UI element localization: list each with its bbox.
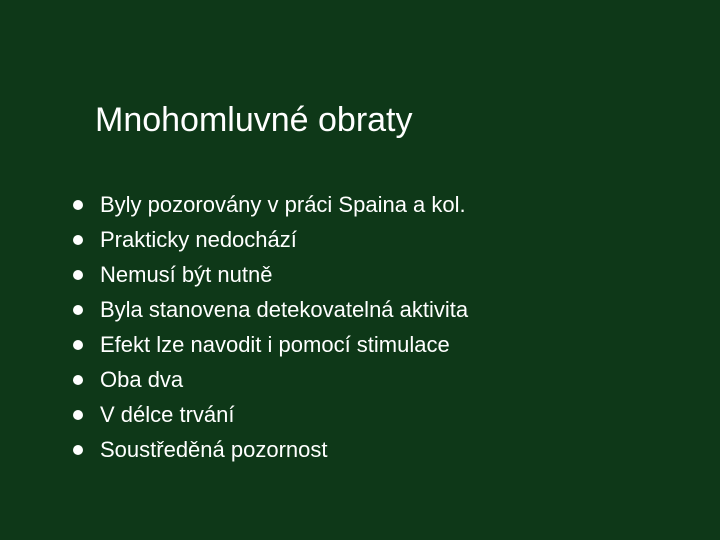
- bullet-icon: [73, 340, 83, 350]
- slide-title: Mnohomluvné obraty: [95, 101, 413, 139]
- bullet-icon: [73, 270, 83, 280]
- list-item-text: Nemusí být nutně: [100, 262, 273, 287]
- bullet-icon: [73, 235, 83, 245]
- list-item-text: Byly pozorovány v práci Spaina a kol.: [100, 192, 466, 217]
- list-item-text: Byla stanovena detekovatelná aktivita: [100, 297, 469, 322]
- list-item-text: Oba dva: [100, 367, 184, 392]
- bullet-icon: [73, 410, 83, 420]
- list-item-text: Prakticky nedochází: [100, 227, 297, 252]
- list-item-text: Soustředěná pozornost: [100, 437, 328, 462]
- list-item-text: V délce trvání: [100, 402, 235, 427]
- bullet-icon: [73, 375, 83, 385]
- list-item-text: Efekt lze navodit i pomocí stimulace: [100, 332, 450, 357]
- bullet-icon: [73, 305, 83, 315]
- bullet-icon: [73, 445, 83, 455]
- bullet-icon: [73, 200, 83, 210]
